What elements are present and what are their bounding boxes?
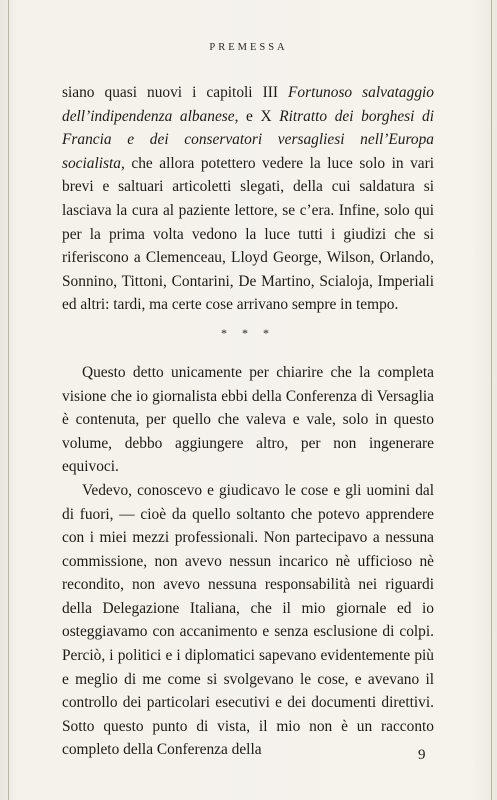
- paragraph-1: [62, 81, 434, 317]
- paragraph-1-text-c: , che allora potettero vedere la luce solo in vari brevi e saltuari articoletti slegati, della cui saldatura si lasciava la cura al paziente lettore, se c’era. Infine, solo qui per la prima volta vedono la luce tutti i giudizi che si riferiscono a Clemenceau, Lloyd George, Wilson, Orlando, Sonnino, Tittoni, Contarini, De Martino, Scialoja, Imperiali ed altri: tardi, ma certe cose arrivano sempre in tempo.: [62, 154, 434, 314]
- body-text: [62, 81, 434, 762]
- section-separator: * * *: [221, 325, 275, 340]
- paragraph-1-text-a: siano quasi nuovi i capitoli III: [62, 84, 288, 101]
- chapter-title-x: Ritratto dei borghesi di Francia e dei conservatori versagliesi nell’Europa socialista: [62, 107, 434, 172]
- paragraph-3: Vedevo, conoscevo e giudicavo le cose e gli uomini dal di fuori, — cioè da quello soltanto che potevo apprendere con i miei mezzi professionali. Non partecipavo a nessuna commissione, non avevo nessun incarico nè ufficioso nè recondito, non avevo nessuna responsabilità nei riguardi della Delegazione Italiana, che il mio giornale ed io osteggiavamo con accanimento e senza esclusione di colpi. Perciò, i politici e i diplomatici sapevano evidentemente più e meglio di me come si svolgevano le cose, e avevano il controllo dei particolari esecutivi e dei documenti direttivi. Sotto questo punto di vista, il mio non è un racconto completo della Conferenza della: [62, 481, 434, 759]
- chapter-title-iii: Fortunoso salvataggio dell’indipendenza albanese: [62, 84, 434, 125]
- paragraph-1-text-b: , e X: [234, 107, 280, 125]
- page-edge-right: [491, 0, 492, 800]
- paragraph-2: Questo detto unicamente per chiarire che la completa visione che io giornalista ebbi della Conferenza di Versaglia è contenuta, per quello che valeva e vale, solo in questo volume, debbo aggiungere altro, per non ingenerare equivoci.: [62, 363, 434, 476]
- page-edge-left: [8, 0, 9, 800]
- page-number: 9: [418, 747, 426, 763]
- running-head: PREMESSA: [209, 42, 288, 53]
